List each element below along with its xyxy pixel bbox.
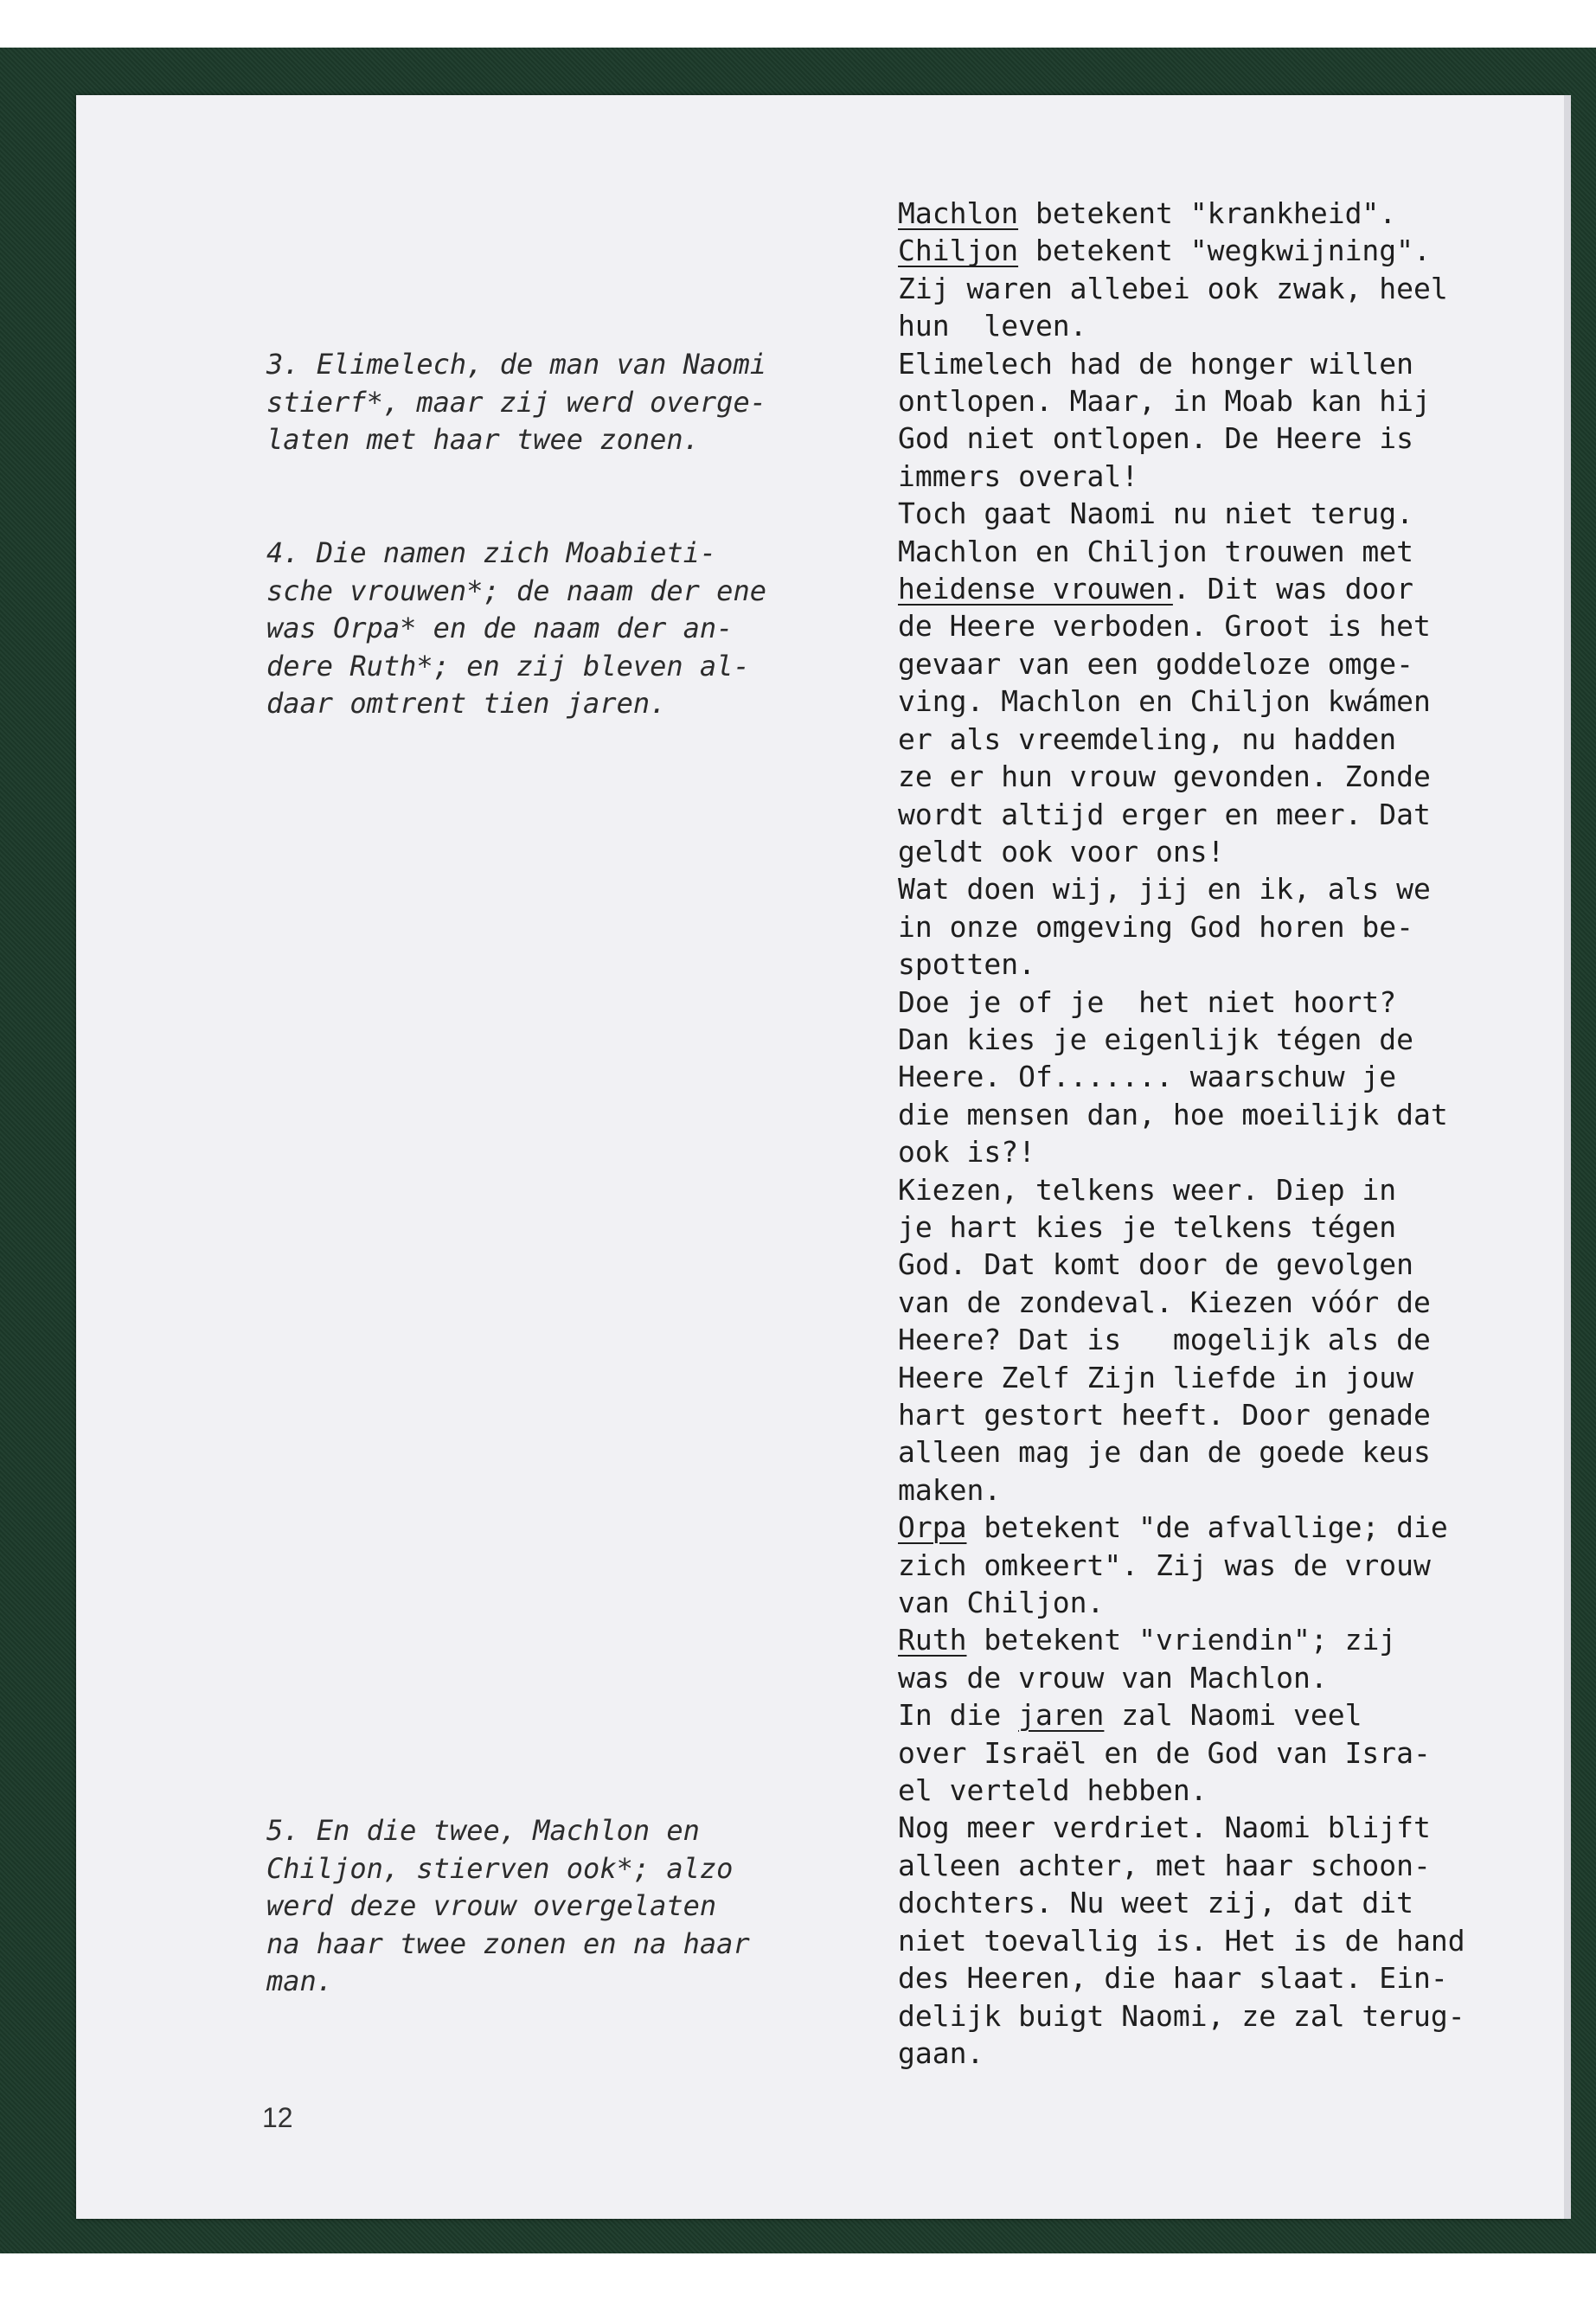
text-segment: de Heere verboden. Groot is het xyxy=(898,609,1431,644)
commentary-column xyxy=(898,195,1538,2072)
commentary-line xyxy=(898,232,1538,269)
commentary-line xyxy=(898,1997,1538,2035)
page-number: 12 xyxy=(262,2102,293,2133)
commentary-line xyxy=(898,570,1538,607)
text-segment: maken. xyxy=(898,1472,1002,1507)
verse-line: 5. En die twee, Machlon en xyxy=(266,1814,700,1847)
commentary-line xyxy=(898,1433,1538,1471)
verse-line: daar omtrent tien jaren. xyxy=(266,687,667,720)
text-segment: el verteld hebben. xyxy=(898,1773,1208,1808)
commentary-line xyxy=(898,984,1538,1021)
text-segment: wordt altijd erger en meer. Dat xyxy=(898,797,1431,831)
commentary-line xyxy=(898,1096,1538,1133)
text-segment: ving. Machlon en Chiljon kwámen xyxy=(898,684,1431,719)
text-segment: hun leven. xyxy=(898,309,1087,343)
commentary-line xyxy=(898,1884,1538,1921)
text-segment: gaan. xyxy=(898,2035,984,2070)
commentary-line xyxy=(898,270,1538,307)
commentary-line xyxy=(898,382,1538,420)
text-segment: betekent "de afvallige; die xyxy=(966,1510,1448,1545)
text-segment: hart gestort heeft. Door genade xyxy=(898,1398,1431,1432)
verse-5 xyxy=(266,1812,872,2001)
commentary-line xyxy=(898,1847,1538,1884)
commentary-line xyxy=(898,420,1538,457)
text-segment: Zij waren allebei ook zwak, heel xyxy=(898,271,1448,305)
text-segment: was de vrouw van Machlon. xyxy=(898,1660,1328,1695)
text-segment: betekent "krankheid". xyxy=(1018,196,1397,230)
commentary-line xyxy=(898,721,1538,758)
verse-4 xyxy=(266,535,872,723)
text-segment: In die xyxy=(898,1698,1019,1733)
commentary-line xyxy=(898,1021,1538,1058)
text-segment: over Israël en de God van Isra- xyxy=(898,1735,1431,1770)
text-segment: die mensen dan, hoe moeilijk dat xyxy=(898,1097,1448,1131)
text-segment: niet toevallig is. Het is de hand xyxy=(898,1923,1465,1958)
text-segment: Elimelech had de honger willen xyxy=(898,346,1414,381)
text-segment: ook is?! xyxy=(898,1135,1035,1170)
commentary-line xyxy=(898,833,1538,870)
text-segment: gevaar van een goddeloze omge- xyxy=(898,646,1414,681)
text-segment: je hart kies je telkens tégen xyxy=(898,1209,1397,1244)
text-segment: delijk buigt Naomi, ze zal terug- xyxy=(898,1998,1465,2033)
commentary-line xyxy=(898,1734,1538,1772)
underlined-term: Machlon xyxy=(898,196,1019,230)
text-segment: er als vreemdeling, nu hadden xyxy=(898,721,1397,756)
commentary-line xyxy=(898,1547,1538,1584)
verse-line: man. xyxy=(266,1965,334,1997)
text-segment: zal Naomi veel xyxy=(1104,1698,1362,1733)
underlined-term: Ruth xyxy=(898,1623,967,1657)
text-segment: van Chiljon. xyxy=(898,1586,1105,1620)
text-segment: des Heeren, die haar slaat. Ein- xyxy=(898,1961,1448,1996)
commentary-line xyxy=(898,1696,1538,1734)
verse-line: laten met haar twee zonen. xyxy=(266,423,700,456)
verse-line: sche vrouwen*; de naam der ene xyxy=(266,574,766,607)
commentary-line xyxy=(898,796,1538,833)
text-segment: Wat doen wij, jij en ik, als we xyxy=(898,872,1431,907)
commentary-line xyxy=(898,645,1538,683)
text-segment: Toch gaat Naomi nu niet terug. xyxy=(898,497,1414,531)
commentary-line xyxy=(898,1959,1538,1997)
commentary-line xyxy=(898,758,1538,795)
commentary-line xyxy=(898,2035,1538,2072)
text-segment: Dan kies je eigenlijk tégen de xyxy=(898,1022,1414,1056)
verse-line: 3. Elimelech, de man van Naomi xyxy=(266,348,766,381)
commentary-line xyxy=(898,1208,1538,1246)
verse-line: werd deze vrouw overgelaten xyxy=(266,1889,717,1922)
text-segment: Kiezen, telkens weer. Diep in xyxy=(898,1172,1397,1207)
commentary-line xyxy=(898,683,1538,720)
verse-line: na haar twee zonen en na haar xyxy=(266,1926,750,1960)
underlined-term: Orpa xyxy=(898,1510,967,1545)
text-segment: Machlon en Chiljon trouwen met xyxy=(898,534,1414,568)
commentary-line xyxy=(898,1171,1538,1208)
text-segment: betekent "vriendin"; zij xyxy=(966,1623,1397,1657)
text-segment: van de zondeval. Kiezen vóór de xyxy=(898,1285,1431,1319)
commentary-line xyxy=(898,458,1538,495)
commentary-line xyxy=(898,1659,1538,1696)
text-segment: Heere? Dat is mogelijk als de xyxy=(898,1323,1431,1357)
commentary-line xyxy=(898,1772,1538,1809)
commentary-line xyxy=(898,1809,1538,1846)
commentary-line xyxy=(898,1621,1538,1658)
commentary-line xyxy=(898,1284,1538,1321)
verse-line: Chiljon, stierven ook*; alzo xyxy=(266,1851,734,1885)
commentary-line xyxy=(898,495,1538,532)
commentary-line xyxy=(898,1396,1538,1433)
commentary-line xyxy=(898,1321,1538,1358)
commentary-line xyxy=(898,345,1538,382)
commentary-line xyxy=(898,908,1538,945)
text-segment: geldt ook voor ons! xyxy=(898,834,1225,868)
verse-line: stierf*, maar zij werd overge- xyxy=(266,385,766,419)
commentary-line xyxy=(898,870,1538,907)
commentary-line xyxy=(898,1584,1538,1621)
text-segment: immers overal! xyxy=(898,458,1139,493)
commentary-line xyxy=(898,195,1538,232)
text-segment: Heere Zelf Zijn liefde in jouw xyxy=(898,1360,1414,1394)
underlined-term: jaren xyxy=(1018,1698,1105,1733)
underlined-term: heidense vrouwen xyxy=(898,572,1173,606)
verse-line: 4. Die namen zich Moabieti- xyxy=(266,536,717,569)
document-page xyxy=(76,95,1564,2219)
verse-3 xyxy=(266,346,872,459)
verse-line: dere Ruth*; en zij bleven al- xyxy=(266,649,750,683)
text-segment: ontlopen. Maar, in Moab kan hij xyxy=(898,384,1431,419)
commentary-line xyxy=(898,945,1538,983)
commentary-line xyxy=(898,533,1538,570)
commentary-line xyxy=(898,1246,1538,1283)
commentary-line xyxy=(898,1058,1538,1095)
text-segment: Heere. Of....... waarschuw je xyxy=(898,1060,1397,1094)
text-segment: alleen mag je dan de goede keus xyxy=(898,1435,1431,1470)
commentary-line xyxy=(898,1471,1538,1509)
text-segment: spotten. xyxy=(898,947,1035,982)
commentary-line xyxy=(898,307,1538,344)
commentary-line xyxy=(898,607,1538,644)
text-segment: zich omkeert". Zij was de vrouw xyxy=(898,1548,1431,1582)
text-segment: ze er hun vrouw gevonden. Zonde xyxy=(898,760,1431,794)
text-segment: . Dit was door xyxy=(1172,572,1414,606)
text-segment: Doe je of je het niet hoort? xyxy=(898,984,1397,1019)
text-segment: in onze omgeving God horen be- xyxy=(898,909,1414,944)
commentary-line xyxy=(898,1359,1538,1396)
underlined-term: Chiljon xyxy=(898,234,1019,268)
commentary-line xyxy=(898,1922,1538,1959)
text-segment: Nog meer verdriet. Naomi blijft xyxy=(898,1811,1431,1845)
text-segment: betekent "wegkwijning". xyxy=(1018,234,1431,268)
text-segment: alleen achter, met haar schoon- xyxy=(898,1848,1431,1882)
commentary-line xyxy=(898,1133,1538,1170)
text-segment: dochters. Nu weet zij, dat dit xyxy=(898,1886,1414,1920)
verse-line: was Orpa* en de naam der an- xyxy=(266,612,734,644)
text-segment: God. Dat komt door de gevolgen xyxy=(898,1247,1414,1282)
commentary-line xyxy=(898,1509,1538,1546)
text-segment: God niet ontlopen. De Heere is xyxy=(898,421,1414,456)
